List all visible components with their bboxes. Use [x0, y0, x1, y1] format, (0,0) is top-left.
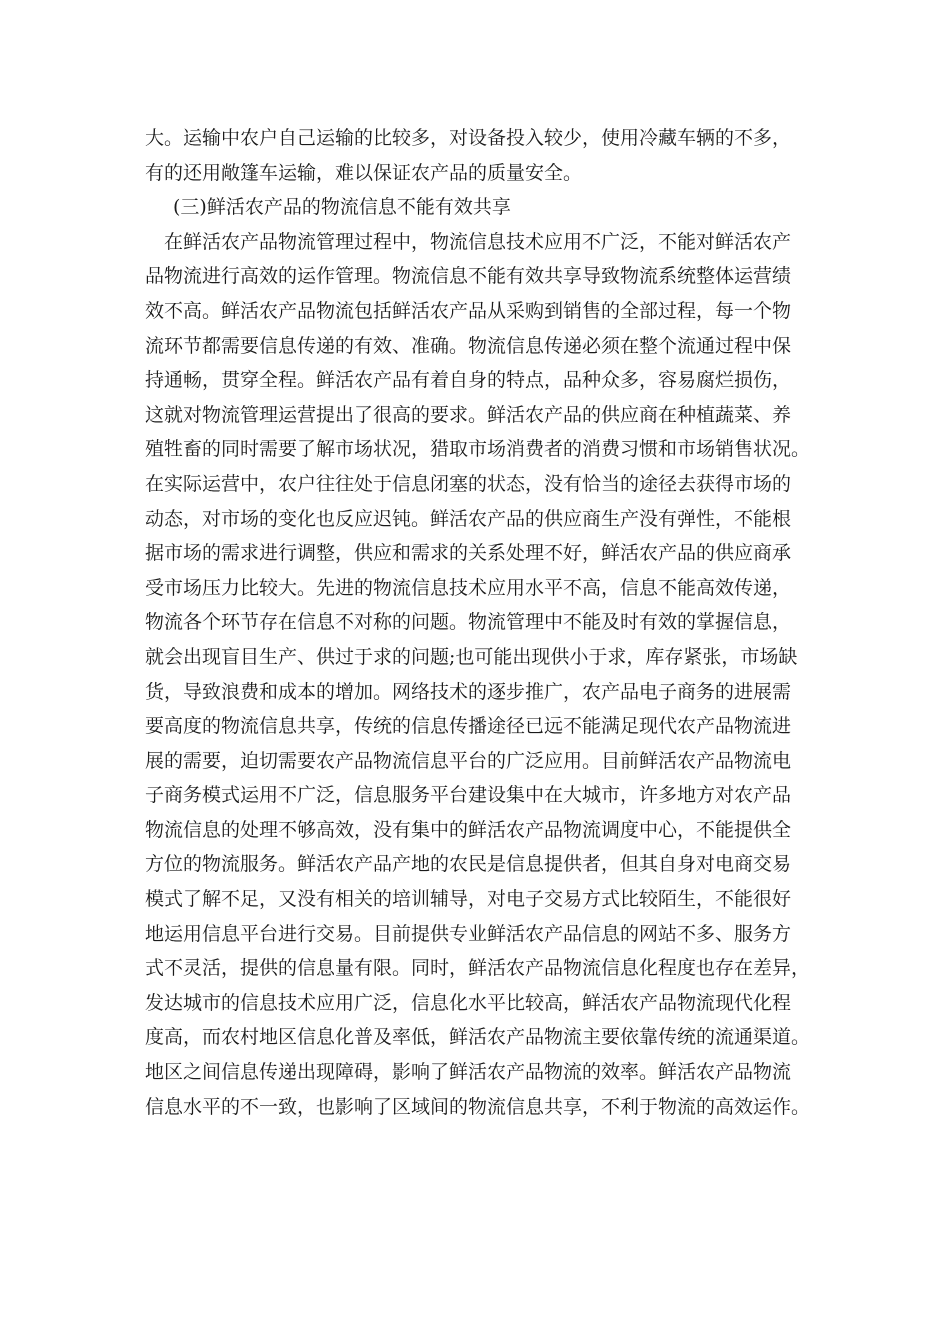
text-line: 动态，对市场的变化也反应迟钝。鲜活农产品的供应商生产没有弹性，不能根 — [145, 507, 792, 530]
text-line: 持通畅，贯穿全程。鲜活农产品有着自身的特点，品种众多，容易腐烂损伤， — [145, 369, 792, 392]
text-line: 流环节都需要信息传递的有效、准确。物流信息传递必须在整个流通过程中保 — [145, 334, 792, 357]
text-line: 地区之间信息传递出现障碍，影响了鲜活农产品物流的效率。鲜活农产品物流 — [145, 1061, 792, 1084]
text-line: 在实际运营中，农户往往处于信息闭塞的状态，没有恰当的途径去获得市场的 — [145, 472, 792, 495]
text-line: 模式了解不足，又没有相关的培训辅导，对电子交易方式比较陌生，不能很好 — [145, 888, 792, 911]
section-heading: (三)鲜活农产品的物流信息不能有效共享 — [173, 196, 511, 219]
text-line: 有的还用敞篷车运输，难以保证农产品的质量安全。 — [145, 161, 583, 184]
text-line: 殖牲畜的同时需要了解市场状况，猎取市场消费者的消费习惯和市场销售状况。 — [145, 438, 811, 461]
text-line: 子商务模式运用不广泛，信息服务平台建设集中在大城市，许多地方对农产品 — [145, 784, 792, 807]
text-line: 物流各个环节存在信息不对称的问题。物流管理中不能及时有效的掌握信息， — [145, 611, 792, 634]
text-line: 这就对物流管理运营提出了很高的要求。鲜活农产品的供应商在种植蔬菜、养 — [145, 403, 792, 426]
text-line: 方位的物流服务。鲜活农产品产地的农民是信息提供者，但其自身对电商交易 — [145, 853, 792, 876]
text-line: 在鲜活农产品物流管理过程中，物流信息技术应用不广泛，不能对鲜活农产 — [145, 230, 792, 253]
text-line: 要高度的物流信息共享，传统的信息传播途径已远不能满足现代农产品物流进 — [145, 715, 792, 738]
text-line: 据市场的需求进行调整，供应和需求的关系处理不好，鲜活农产品的供应商承 — [145, 542, 792, 565]
text-line: 受市场压力比较大。先进的物流信息技术应用水平不高，信息不能高效传递， — [145, 576, 792, 599]
body-text — [145, 121, 825, 1124]
text-line: 式不灵活，提供的信息量有限。同时，鲜活农产品物流信息化程度也存在差异， — [145, 957, 811, 980]
text-line: 信息水平的不一致，也影响了区域间的物流信息共享，不利于物流的高效运作。 — [145, 1095, 811, 1118]
text-line: 地运用信息平台进行交易。目前提供专业鲜活农产品信息的网站不多、服务方 — [145, 922, 792, 945]
text-line: 就会出现盲目生产、供过于求的问题;也可能出现供小于求，库存紧张，市场缺 — [145, 645, 798, 668]
text-line: 发达城市的信息技术应用广泛，信息化水平比较高，鲜活农产品物流现代化程 — [145, 991, 792, 1014]
text-line: 物流信息的处理不够高效，没有集中的鲜活农产品物流调度中心，不能提供全 — [145, 818, 792, 841]
text-line: 品物流进行高效的运作管理。物流信息不能有效共享导致物流系统整体运营绩 — [145, 265, 792, 288]
text-line: 货，导致浪费和成本的增加。网络技术的逐步推广，农产品电子商务的进展需 — [145, 680, 792, 703]
text-line: 展的需要，迫切需要农产品物流信息平台的广泛应用。目前鲜活农产品物流电 — [145, 749, 792, 772]
text-line: 大。运输中农户自己运输的比较多，对设备投入较少，使用冷藏车辆的不多， — [145, 127, 792, 149]
text-line: 度高，而农村地区信息化普及率低，鲜活农产品物流主要依靠传统的流通渠道。 — [145, 1026, 811, 1049]
text-line: 效不高。鲜活农产品物流包括鲜活农产品从采购到销售的全部过程，每一个物 — [145, 299, 792, 322]
